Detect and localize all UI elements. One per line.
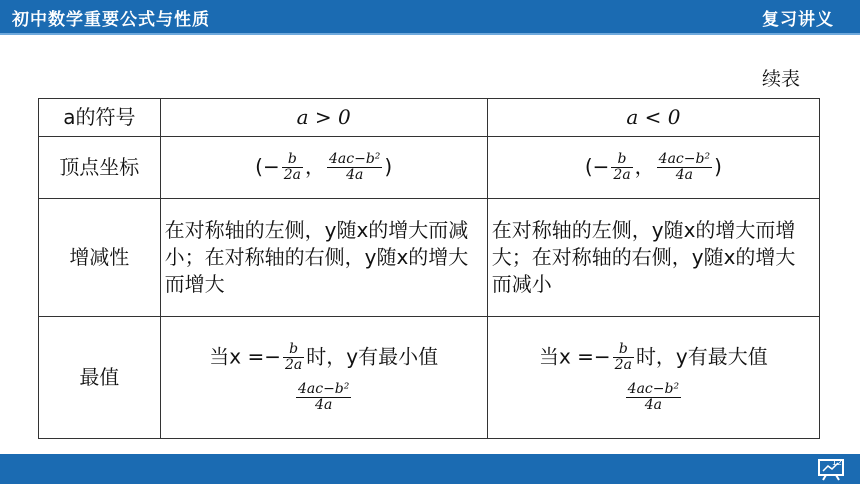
table-row [39, 99, 820, 137]
fraction: $\frac{b}{2a}$ [283, 150, 301, 183]
page-title: 初中数学重要公式与性质 [12, 10, 210, 30]
monotonic-negative: 在对称轴的左侧，y随x的增大而增大；在对称轴的右侧，y随x的增大而减小 [487, 199, 819, 317]
monotonic-positive: 在对称轴的左侧，y随x的增大而减小；在对称轴的右侧，y随x的增大而增大 [160, 199, 487, 317]
section-tag: 复习讲义 [762, 10, 834, 30]
header-bar [0, 0, 860, 33]
table-row [39, 137, 820, 199]
extreme-negative: 当x =− $\frac{b}{2a}$ 时，y有最大值 $\frac{\text{4ac−b²}}{4a}$ [487, 317, 819, 439]
continued-label: 续表 [762, 68, 801, 90]
header-cell-sign: a的符号 [39, 99, 161, 137]
fraction: $\frac{\text{4ac−b²}}{4a}$ [658, 150, 711, 183]
row-label-vertex: 顶点坐标 [39, 137, 161, 199]
fraction: $\frac{\text{4ac−b²}}{4a}$ [329, 150, 381, 183]
page-number: 12 [831, 458, 842, 467]
fraction: $\frac{b}{2a}$ [614, 340, 632, 374]
fraction: $\frac{\text{4ac−b²}}{4a}$ [627, 380, 680, 413]
row-label-extreme: 最值 [39, 317, 161, 439]
fraction: $\frac{\text{4ac−b²}}{4a}$ [297, 380, 350, 413]
vertex-positive: (− $\frac{b}{2a}$ ， $\frac{\text{4ac−b²}}{4a}$ ) [160, 137, 487, 199]
header-cell-negative: a < 0 [487, 99, 819, 137]
extreme-positive: 当x =− $\frac{b}{2a}$ 时，y有最小值 $\frac{\text{4ac−b²}}{4a}$ [160, 317, 487, 439]
properties-table [38, 98, 820, 439]
header-cell-positive: a > 0 [160, 99, 487, 137]
table-row [39, 317, 820, 439]
vertex-negative: (− $\frac{b}{2a}$ ， $\frac{\text{4ac−b²}}{4a}$ ) [487, 137, 819, 199]
table-row [39, 199, 820, 317]
row-label-monotonic: 增减性 [39, 199, 161, 317]
fraction: $\frac{b}{2a}$ [613, 150, 631, 183]
fraction: $\frac{b}{2a}$ [285, 340, 303, 374]
header-divider [0, 33, 860, 35]
footer-bar [0, 454, 860, 484]
